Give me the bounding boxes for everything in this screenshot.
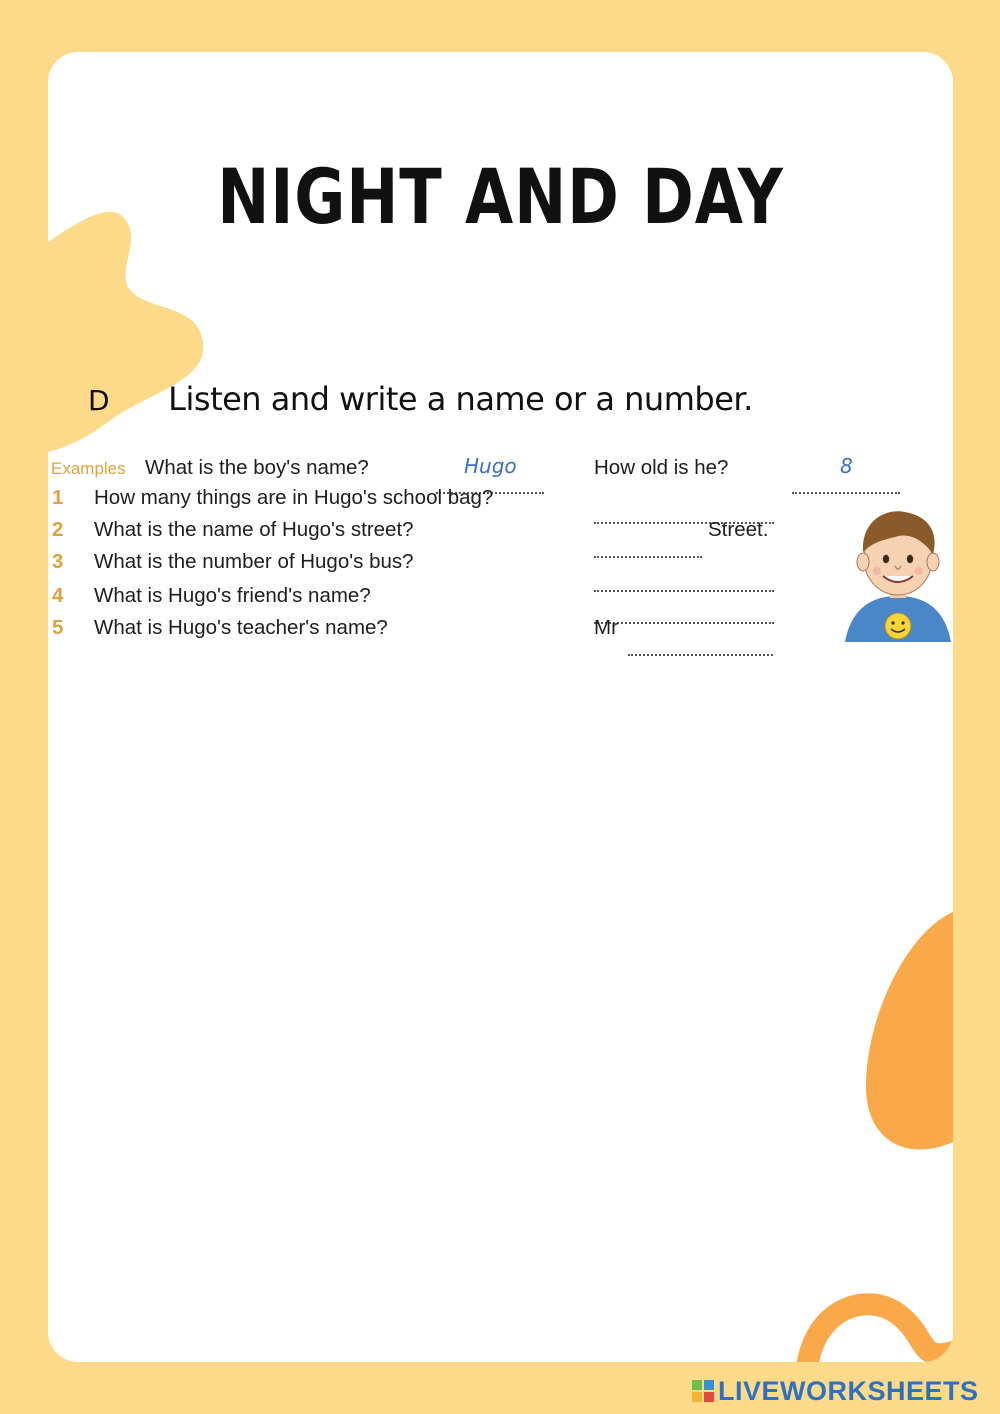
example-question: What is the boy's name? <box>145 456 369 479</box>
worksheet-card <box>48 52 953 1362</box>
examples-label: Examples <box>51 459 126 478</box>
page-title: NIGHT AND DAY <box>217 152 784 241</box>
example-question-2: How old is he? <box>594 456 729 479</box>
footer-brand <box>692 1374 979 1408</box>
brand-text: LIVEWORKSHEETS <box>718 1375 979 1406</box>
question-text: What is Hugo's teacher's name? <box>94 616 388 639</box>
liveworksheets-logo-icon <box>692 1380 714 1402</box>
question-row <box>48 486 953 516</box>
question-row <box>48 616 953 646</box>
answer-field[interactable] <box>628 636 773 662</box>
answer-suffix: Street. <box>708 518 769 541</box>
question-number: 1 <box>52 486 64 509</box>
question-text: What is the number of Hugo's bus? <box>94 550 414 573</box>
exercise-table <box>48 456 953 652</box>
boy-illustration <box>843 504 953 644</box>
decorative-blob-right <box>48 52 953 1362</box>
example-answer-2: 8 <box>840 454 853 478</box>
instruction-text: Listen and write a name or a number. <box>168 380 753 418</box>
question-row <box>48 550 953 580</box>
examples-row <box>48 456 953 486</box>
question-row <box>48 518 953 548</box>
question-number: 2 <box>52 518 64 541</box>
instruction <box>88 380 753 418</box>
question-text: What is the name of Hugo's street? <box>94 518 414 541</box>
question-number: 3 <box>52 550 64 573</box>
instruction-letter: D <box>88 384 110 417</box>
answer-prefix: Mr <box>594 616 618 639</box>
question-text: What is Hugo's friend's name? <box>94 584 371 607</box>
question-number: 4 <box>52 584 64 607</box>
question-number: 5 <box>52 616 64 639</box>
example-answer: Hugo <box>464 454 517 478</box>
question-row <box>48 584 953 614</box>
question-text: How many things are in Hugo's school bag? <box>94 486 494 509</box>
